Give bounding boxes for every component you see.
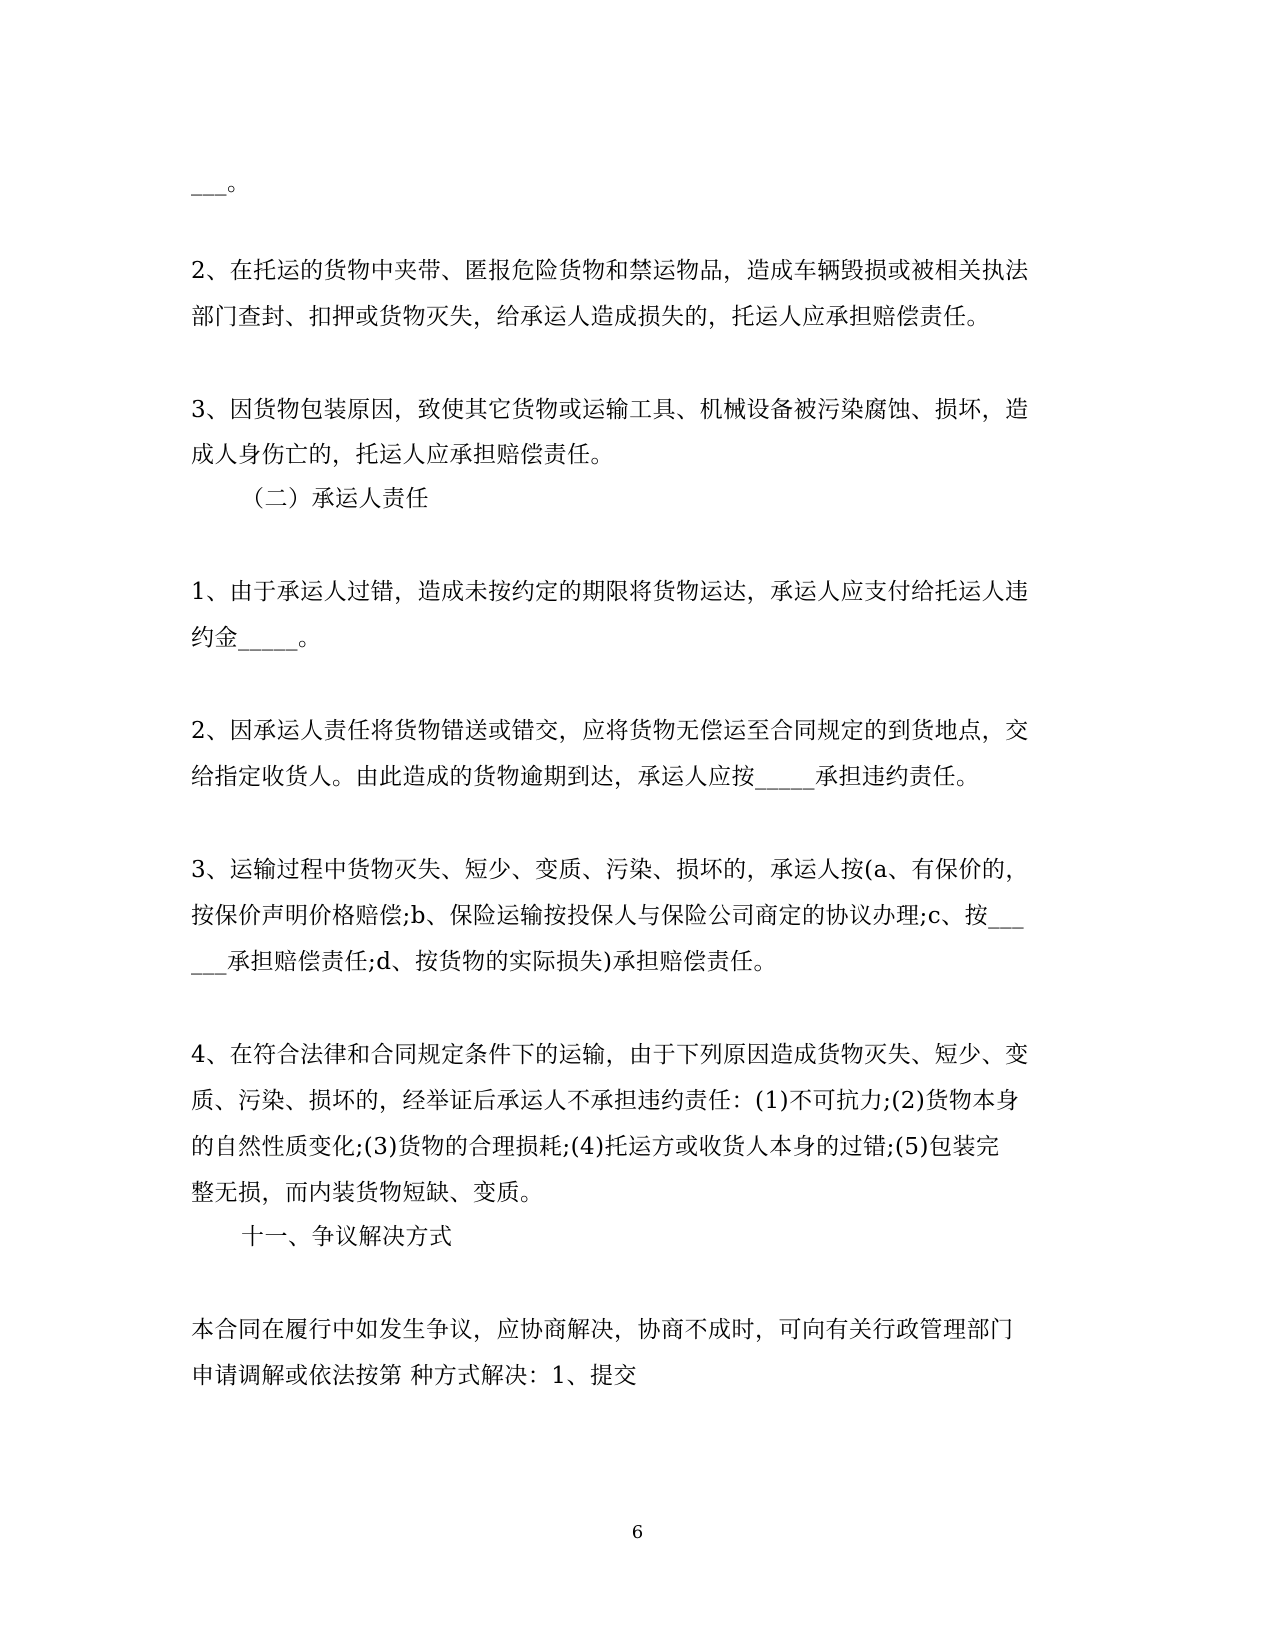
text-line-carrier-item-4-c: 的自然性质变化;(3)货物的合理损耗;(4)托运方或收货人本身的过错;(5)包装完	[191, 1134, 1000, 1160]
text-line-shipper-item-2-b: 部门查封、扣押或货物灭失，给承运人造成损失的，托运人应承担赔偿责任。	[191, 304, 990, 330]
page-number: 6	[631, 1522, 644, 1543]
text-line-carrier-item-4-a: 4、在符合法律和合同规定条件下的运输，由于下列原因造成货物灭失、短少、变	[191, 1042, 1029, 1068]
text-line-carrier-item-3-b: 按保价声明价格赔偿;b、保险运输按投保人与保险公司商定的协议办理;c、按___	[191, 903, 1025, 929]
text-line-dispute-b: 申请调解或依法按第 种方式解决：1、提交	[191, 1363, 637, 1389]
text-line-carrier-item-4-b: 质、污染、损坏的，经举证后承运人不承担违约责任：(1)不可抗力;(2)货物本身	[191, 1088, 1020, 1114]
text-line-carrier-item-3-a: 3、运输过程中货物灭失、短少、变质、污染、损坏的，承运人按(a、有保价的，	[191, 857, 1029, 883]
section-heading-dispute-resolution: 十一、争议解决方式	[241, 1224, 453, 1250]
text-line-shipper-item-3-b: 成人身伤亡的，托运人应承担赔偿责任。	[191, 442, 614, 468]
text-line-carrier-item-2-b: 给指定收货人。由此造成的货物逾期到达，承运人应按_____承担违约责任。	[191, 764, 980, 790]
text-line-dispute-a: 本合同在履行中如发生争议，应协商解决，协商不成时，可向有关行政管理部门	[191, 1317, 1014, 1343]
text-line-carrier-item-1-b: 约金_____。	[191, 625, 322, 651]
text-line-carrier-item-3-c: ___承担赔偿责任;d、按货物的实际损失)承担赔偿责任。	[191, 949, 777, 975]
text-line-carrier-item-4-d: 整无损，而内装货物短缺、变质。	[191, 1180, 544, 1206]
section-heading-carrier-liability: （二）承运人责任	[241, 486, 429, 512]
text-line-carrier-item-1-a: 1、由于承运人过错，造成未按约定的期限将货物运达，承运人应支付给托运人违	[191, 579, 1029, 605]
text-line-blank-end: ___。	[191, 170, 251, 196]
text-line-carrier-item-2-a: 2、因承运人责任将货物错送或错交，应将货物无偿运至合同规定的到货地点，交	[191, 718, 1029, 744]
text-line-shipper-item-3-a: 3、因货物包装原因，致使其它货物或运输工具、机械设备被污染腐蚀、损坏，造	[191, 397, 1029, 423]
text-line-shipper-item-2-a: 2、在托运的货物中夹带、匿报危险货物和禁运物品，造成车辆毁损或被相关执法	[191, 258, 1029, 284]
